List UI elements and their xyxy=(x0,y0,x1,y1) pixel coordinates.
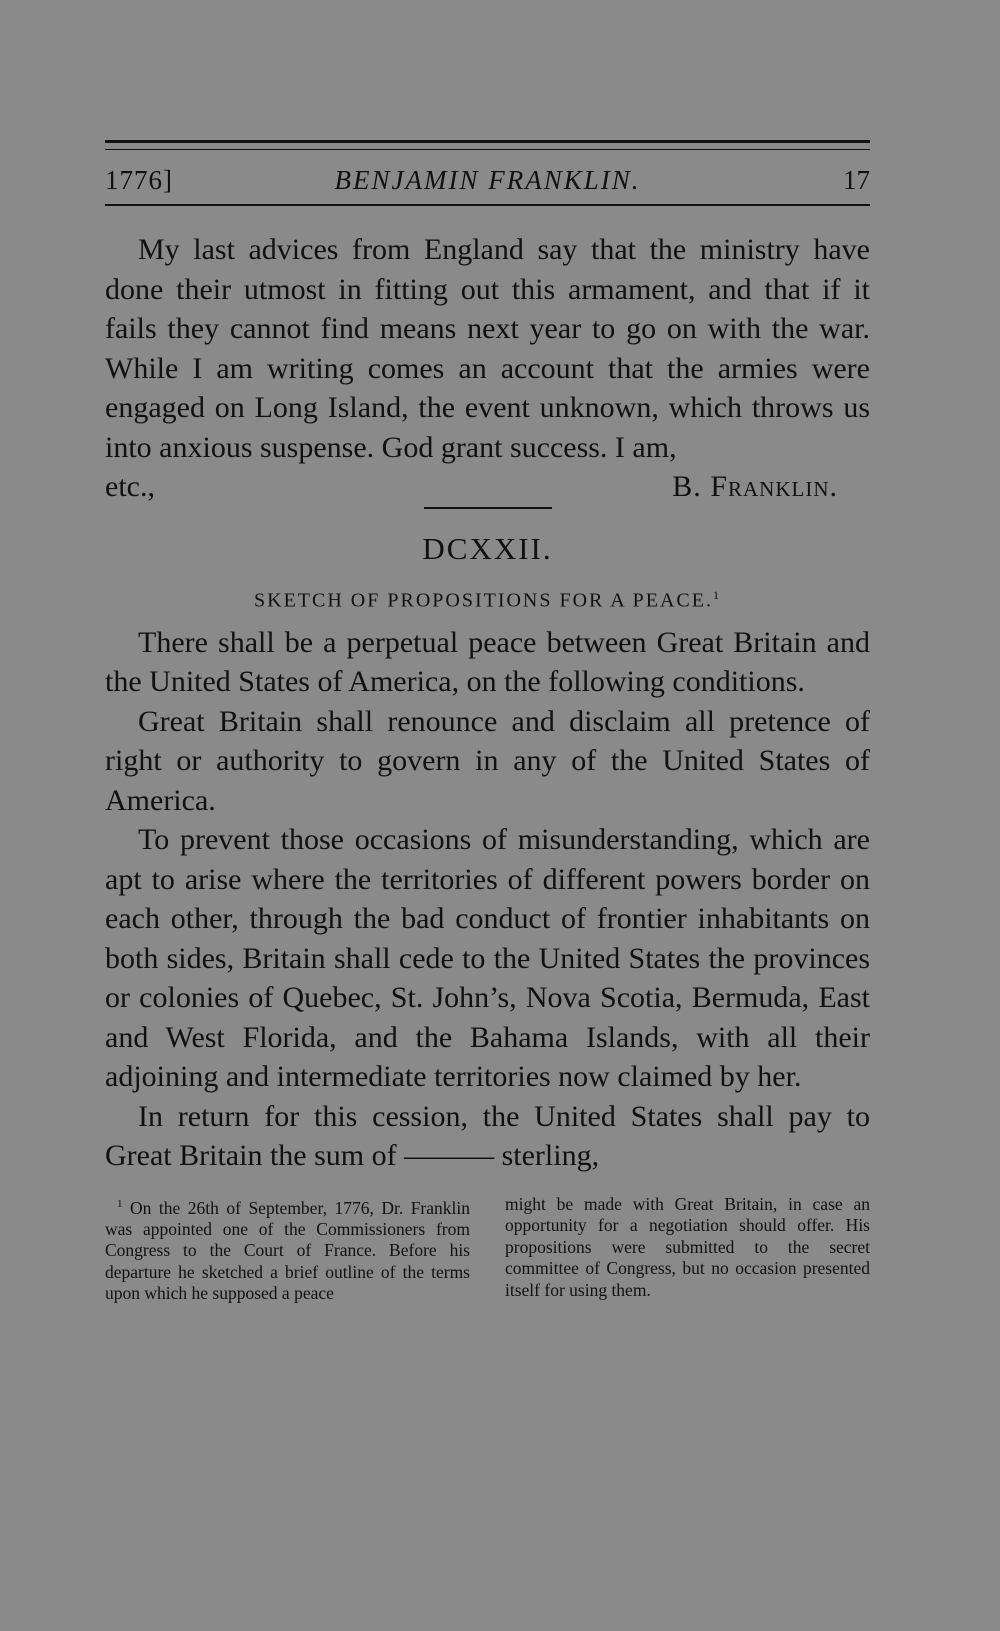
signature-name: Franklin. xyxy=(710,470,838,503)
section-paragraph-2: Great Britain shall renounce and disclaim all pretence of right or authority to govern in any of the United States of America. xyxy=(105,704,870,817)
section-divider xyxy=(424,507,552,509)
signature-initial: B. xyxy=(672,470,702,503)
section-paragraph-4: In return for this cession, the United States shall pay to Great Britain the sum of ——— sterling, xyxy=(105,1099,870,1173)
book-page xyxy=(105,140,870,1305)
letter-closing: etc., xyxy=(105,470,155,503)
header-rule xyxy=(105,149,870,150)
footnote-marker: 1 xyxy=(117,1197,123,1210)
footnote-reference: 1 xyxy=(712,588,721,602)
footnote-left-text: On the 26th of September, 1776, Dr. Franklin was appointed one of the Commissioners from Congress to the Court of France. Before his departure he sketched a brief outline of the terms upon which he supposed a peace xyxy=(105,1197,470,1304)
signature xyxy=(672,467,838,507)
footnote-left-column xyxy=(105,1194,470,1305)
page-number: 17 xyxy=(843,165,870,195)
section-title xyxy=(105,581,870,615)
section-number: DCXXII. xyxy=(422,531,553,566)
running-head xyxy=(105,156,870,204)
letter-signoff xyxy=(105,467,870,507)
section-paragraph-1: There shall be a perpetual peace between Great Britain and the United States of America, on the following conditions. xyxy=(105,625,870,699)
footnotes xyxy=(105,1194,870,1305)
section-title-text: SKETCH OF PROPOSITIONS FOR A PEACE. xyxy=(254,589,713,612)
letter-paragraph: My last advices from England say that the ministry have done their utmost in fitting out this armament, and that if it fails they cannot find means next year to go on with the war. While I am writing comes an account that the armies were engaged on Long Island, the event unknown, which throws us into anxious suspense. God grant success. I am, xyxy=(105,233,870,464)
header-double-rule xyxy=(105,140,870,143)
running-head-rule xyxy=(105,204,870,206)
section-paragraph-3: To prevent those occasions of misunderstanding, which are apt to arise where the territories of different powers border on each other, through the bad conduct of frontier inhabitants on both sides, Britain shall cede to the United States the provinces or colonies of Quebec, St. John’s, Nova Scotia, Bermuda, East and West Florida, and the Bahama Islands, with all their adjoining and intermediate territories now claimed by her. xyxy=(105,823,870,1094)
running-head-title: BENJAMIN FRANKLIN. xyxy=(334,165,641,195)
footnote-right-column: might be made with Great Britain, in case an opportunity for a negotiation should offer. His propositions were submitted to the secret committee of Congress, but no occasion presented itself for using them. xyxy=(505,1193,870,1300)
running-head-year: 1776] xyxy=(105,165,173,195)
